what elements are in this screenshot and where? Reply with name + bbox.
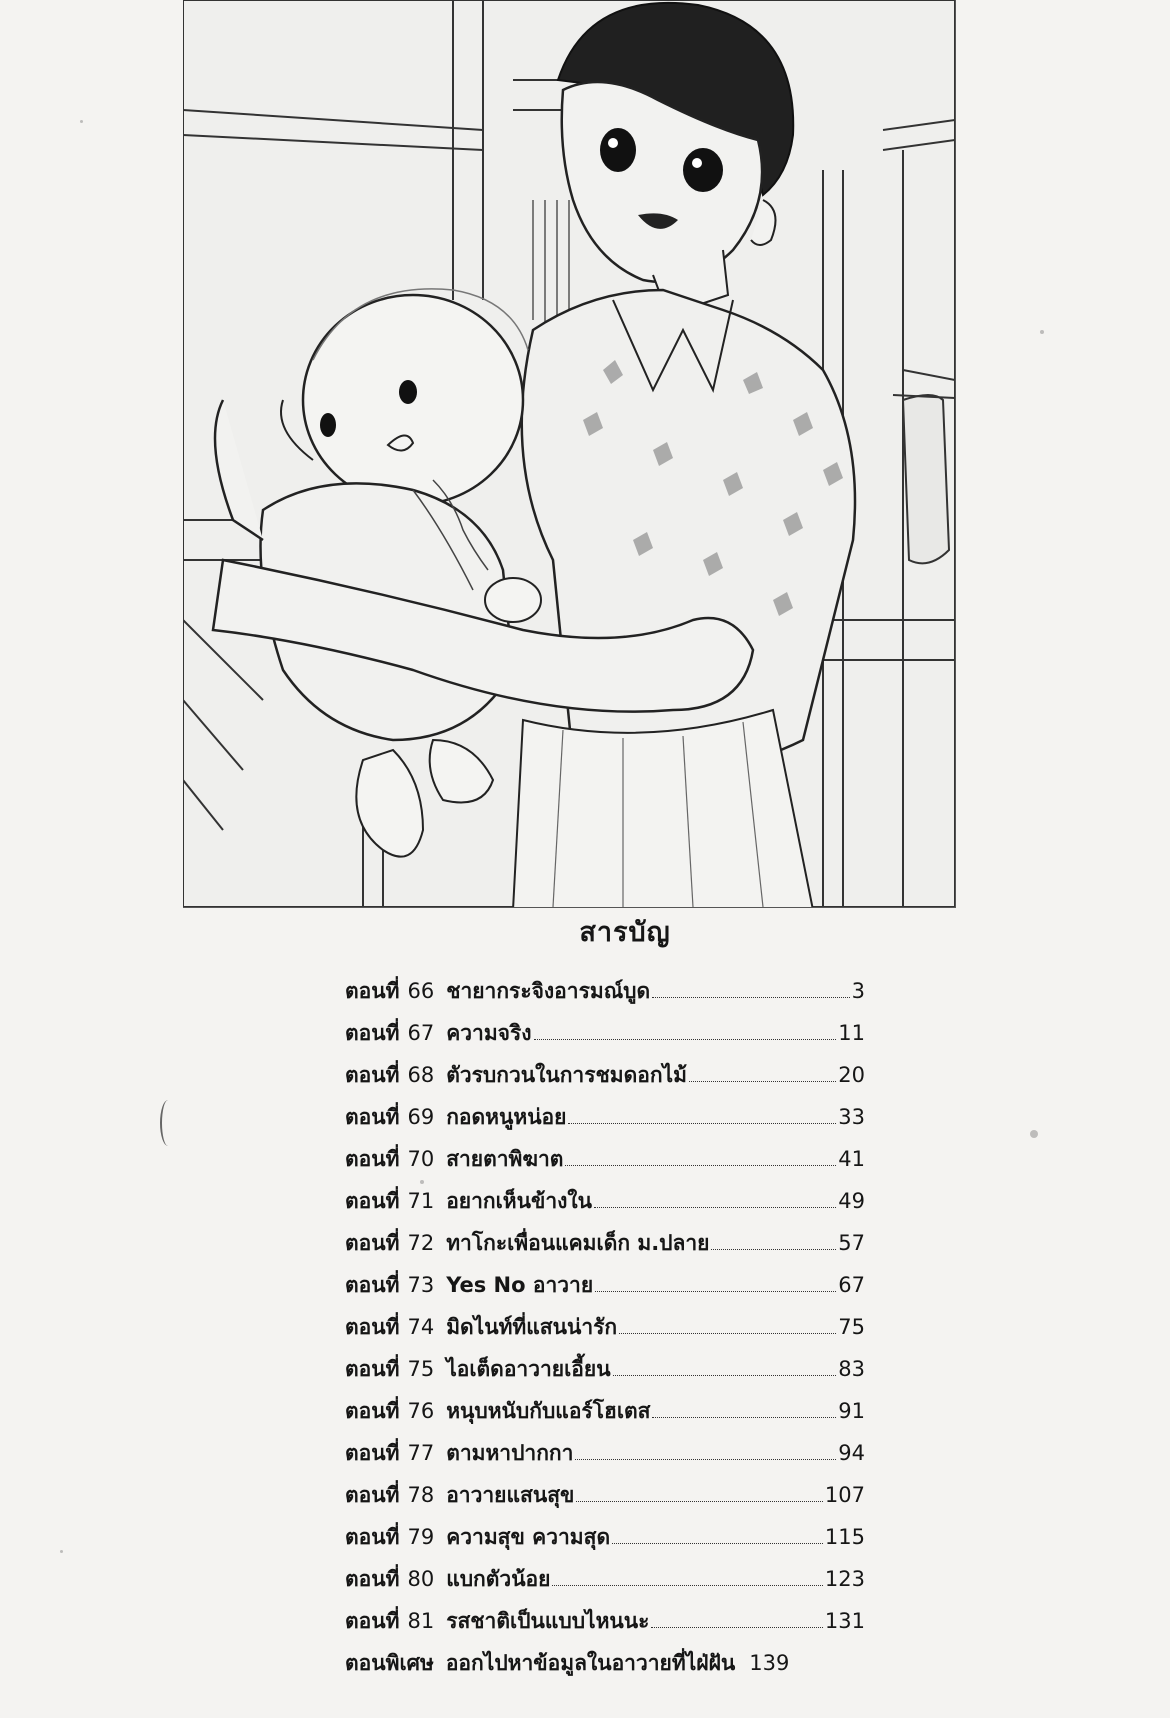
toc-dot-leader — [652, 1417, 836, 1418]
toc-entry-page: 94 — [838, 1441, 865, 1465]
toc-entry-title: ความสุข ความสุด — [446, 1525, 611, 1549]
toc-entry-title: รสชาติเป็นแบบไหนนะ — [446, 1609, 650, 1633]
toc-entry — [345, 1227, 865, 1269]
toc-entry-page: 123 — [824, 1567, 865, 1591]
toc-dot-leader — [612, 1543, 823, 1544]
toc-entry-number: 67 — [407, 1021, 435, 1045]
toc-entry-page: 107 — [824, 1483, 865, 1507]
toc-entry-label: ตอนที่ — [345, 1105, 400, 1129]
toc-entry-title: ออกไปหาข้อมูลในอาวายที่ไฝ่ฝัน — [445, 1651, 736, 1675]
toc-entry-label: ตอนที่ — [345, 979, 400, 1003]
toc-entry-page: 49 — [838, 1189, 865, 1213]
toc-dot-leader — [595, 1291, 836, 1292]
toc-dot-leader — [613, 1375, 837, 1376]
toc-entry-page: 83 — [838, 1357, 865, 1381]
toc-entry-number: 66 — [407, 979, 435, 1003]
toc-entry-page: 11 — [838, 1021, 865, 1045]
toc-entry-label: ตอนที่ — [345, 1399, 400, 1423]
toc-entry-number: 72 — [407, 1231, 435, 1255]
toc-entry-number: 77 — [407, 1441, 435, 1465]
toc-entry-number: 76 — [407, 1399, 435, 1423]
toc-entry-number: 79 — [407, 1525, 435, 1549]
toc-entry — [345, 1437, 865, 1479]
toc-entry-number: 78 — [407, 1483, 435, 1507]
toc-entry — [345, 1017, 865, 1059]
toc-entry-label: ตอนที่ — [345, 1315, 400, 1339]
manga-illustration — [183, 0, 956, 908]
toc-dot-leader — [552, 1585, 822, 1586]
toc-entry-number: 71 — [407, 1189, 435, 1213]
toc-dot-leader — [576, 1501, 823, 1502]
toc-entry-title: ชายากระจิงอารมณ์บูด — [446, 979, 651, 1003]
toc-dot-leader — [565, 1165, 836, 1166]
toc-entry-page: 131 — [824, 1609, 865, 1633]
toc-entry — [345, 1353, 865, 1395]
toc-entry-number: 73 — [407, 1273, 435, 1297]
scan-speck — [60, 1550, 63, 1553]
toc-entry-label: ตอนที่ — [345, 1609, 400, 1633]
toc-entry-title: Yes No อาวาย — [446, 1273, 594, 1297]
table-of-contents — [345, 910, 865, 1689]
toc-entry — [345, 1311, 865, 1353]
toc-entry — [345, 1605, 865, 1647]
toc-entry-label: ตอนที่ — [345, 1567, 400, 1591]
toc-entry-label: ตอนที่ — [345, 1441, 400, 1465]
toc-entry-label: ตอนที่ — [345, 1021, 400, 1045]
toc-entry-title: ความจริง — [446, 1021, 532, 1045]
toc-entry-label: ตอนที่ — [345, 1147, 400, 1171]
toc-entry — [345, 975, 865, 1017]
toc-entry — [345, 1059, 865, 1101]
toc-entry-number: 81 — [407, 1609, 435, 1633]
toc-entry-number: 69 — [407, 1105, 435, 1129]
toc-entry-label: ตอนที่ — [345, 1063, 400, 1087]
toc-entry-page: 75 — [838, 1315, 865, 1339]
toc-entry-page: 20 — [838, 1063, 865, 1087]
toc-entry-label: ตอนที่ — [345, 1231, 400, 1255]
toc-entry-page: 91 — [838, 1399, 865, 1423]
toc-entry-title: สายตาพิฆาต — [446, 1147, 564, 1171]
toc-entry-page: 3 — [851, 979, 865, 1003]
toc-entry-title: ตามหาปากกา — [446, 1441, 574, 1465]
toc-entry-title: ตัวรบกวนในการชมดอกไม้ — [446, 1063, 687, 1087]
toc-entry-title: ไอเต็ดอาวายเอี้ยน — [446, 1357, 611, 1381]
toc-entry-page: 139 — [749, 1651, 790, 1675]
toc-entry-label: ตอนที่ — [345, 1273, 400, 1297]
scan-speck — [1040, 330, 1044, 334]
toc-entry-label: ตอนที่ — [345, 1525, 400, 1549]
toc-entry — [345, 1395, 865, 1437]
toc-entry — [345, 1143, 865, 1185]
toc-dot-leader — [711, 1249, 836, 1250]
toc-entry-page: 115 — [824, 1525, 865, 1549]
toc-entry-page: 33 — [838, 1105, 865, 1129]
toc-list — [345, 975, 865, 1689]
toc-entry-number: 74 — [407, 1315, 435, 1339]
scan-mark — [160, 1100, 176, 1146]
toc-entry-title: อาวายแสนสุข — [446, 1483, 575, 1507]
toc-dot-leader — [568, 1123, 836, 1124]
toc-entry-title: อยากเห็นข้างใน — [446, 1189, 592, 1213]
toc-entry-number: 80 — [407, 1567, 435, 1591]
toc-entry-number: 75 — [407, 1357, 435, 1381]
toc-entry — [345, 1269, 865, 1311]
toc-entry-title: มิดไนท์ที่แสนน่ารัก — [446, 1315, 618, 1339]
toc-entry-label: ตอนที่ — [345, 1357, 400, 1381]
toc-entry — [345, 1563, 865, 1605]
scan-speck — [1030, 1130, 1038, 1138]
toc-entry-title: กอดหนูหน่อย — [446, 1105, 567, 1129]
toc-entry-title: ทาโกะเพื่อนแคมเด็ก ม.ปลาย — [446, 1231, 710, 1255]
toc-entry — [345, 1647, 865, 1689]
toc-entry — [345, 1101, 865, 1143]
toc-entry — [345, 1521, 865, 1563]
toc-dot-leader — [651, 1627, 822, 1628]
toc-dot-leader — [534, 1039, 837, 1040]
toc-entry — [345, 1479, 865, 1521]
toc-entry-page: 41 — [838, 1147, 865, 1171]
toc-entry-number: 68 — [407, 1063, 435, 1087]
toc-entry-title: หนุบหนับกับแอร์โฮเตส — [446, 1399, 651, 1423]
toc-dot-leader — [619, 1333, 836, 1334]
toc-dot-leader — [652, 997, 849, 998]
scan-speck — [80, 120, 83, 123]
toc-entry-number: 70 — [407, 1147, 435, 1171]
toc-dot-leader — [594, 1207, 836, 1208]
toc-entry-page: 57 — [838, 1231, 865, 1255]
toc-dot-leader — [575, 1459, 836, 1460]
toc-dot-leader — [689, 1081, 836, 1082]
toc-entry-label: ตอนที่ — [345, 1483, 400, 1507]
toc-entry-label: ตอนพิเศษ — [345, 1651, 434, 1675]
toc-entry-page: 67 — [838, 1273, 865, 1297]
toc-entry — [345, 1185, 865, 1227]
toc-entry-title: แบกตัวน้อย — [446, 1567, 551, 1591]
toc-title: สารบัญ — [579, 917, 671, 948]
toc-entry-label: ตอนที่ — [345, 1189, 400, 1213]
